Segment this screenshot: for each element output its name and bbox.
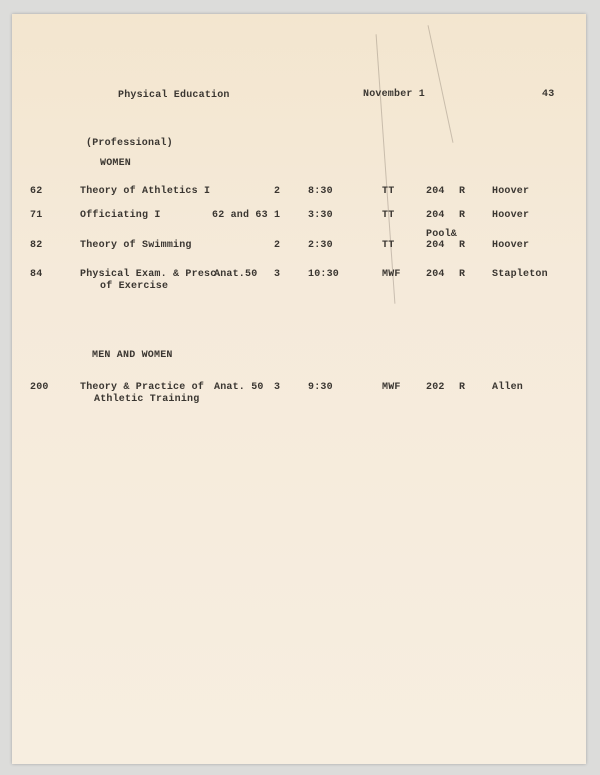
- course-building: R: [459, 382, 466, 393]
- course-credits: 2: [274, 240, 281, 251]
- date-heading: November 1: [363, 89, 426, 100]
- course-prerequisite: Anat. 50: [214, 382, 264, 393]
- course-time: 10:30: [308, 269, 340, 280]
- course-instructor: Hoover: [492, 210, 530, 221]
- course-room: 204: [426, 240, 445, 251]
- course-title: Physical Exam. & Presc.: [80, 269, 223, 280]
- course-days: TT: [382, 210, 395, 221]
- section-label-men-and-women: MEN AND WOMEN: [92, 350, 173, 361]
- course-instructor: Hoover: [492, 240, 530, 251]
- course-room: 204: [426, 210, 445, 221]
- department-heading: Physical Education: [118, 90, 230, 101]
- section-sublabel-women: WOMEN: [100, 158, 132, 169]
- course-building: R: [459, 240, 466, 251]
- course-time: 9:30: [308, 382, 333, 393]
- course-instructor: Stapleton: [492, 269, 548, 280]
- course-prerequisite: 62 and 63: [212, 210, 268, 221]
- course-time: 8:30: [308, 186, 333, 197]
- course-title: Theory of Athletics I: [80, 186, 211, 197]
- course-title-continued: of Exercise: [100, 281, 169, 292]
- course-title: Theory & Practice of: [80, 382, 205, 393]
- course-building: R: [459, 210, 466, 221]
- paper-crease: [428, 25, 454, 143]
- course-number: 62: [30, 186, 43, 197]
- course-number: 71: [30, 210, 43, 221]
- course-days: MWF: [382, 382, 401, 393]
- course-number: 82: [30, 240, 43, 251]
- course-time: 2:30: [308, 240, 333, 251]
- course-credits: 2: [274, 186, 281, 197]
- course-title-continued: Athletic Training: [94, 394, 200, 405]
- course-room: 204: [426, 186, 445, 197]
- course-number: 84: [30, 269, 43, 280]
- course-room-note: Pool&: [426, 229, 458, 240]
- course-credits: 3: [274, 382, 281, 393]
- course-credits: 3: [274, 269, 281, 280]
- course-instructor: Allen: [492, 382, 524, 393]
- course-title: Theory of Swimming: [80, 240, 192, 251]
- course-days: TT: [382, 240, 395, 251]
- section-label-professional: (Professional): [86, 138, 173, 149]
- course-prerequisite: Anat.50: [214, 269, 258, 280]
- course-number: 200: [30, 382, 49, 393]
- course-room: 202: [426, 382, 445, 393]
- course-credits: 1: [274, 210, 281, 221]
- course-room: 204: [426, 269, 445, 280]
- course-instructor: Hoover: [492, 186, 530, 197]
- page-number: 43: [542, 89, 555, 100]
- paper-crease: [376, 34, 396, 303]
- course-building: R: [459, 269, 466, 280]
- course-building: R: [459, 186, 466, 197]
- course-time: 3:30: [308, 210, 333, 221]
- course-title: Officiating I: [80, 210, 161, 221]
- course-days: TT: [382, 186, 395, 197]
- typed-document-page: [12, 14, 586, 764]
- course-days: MWF: [382, 269, 401, 280]
